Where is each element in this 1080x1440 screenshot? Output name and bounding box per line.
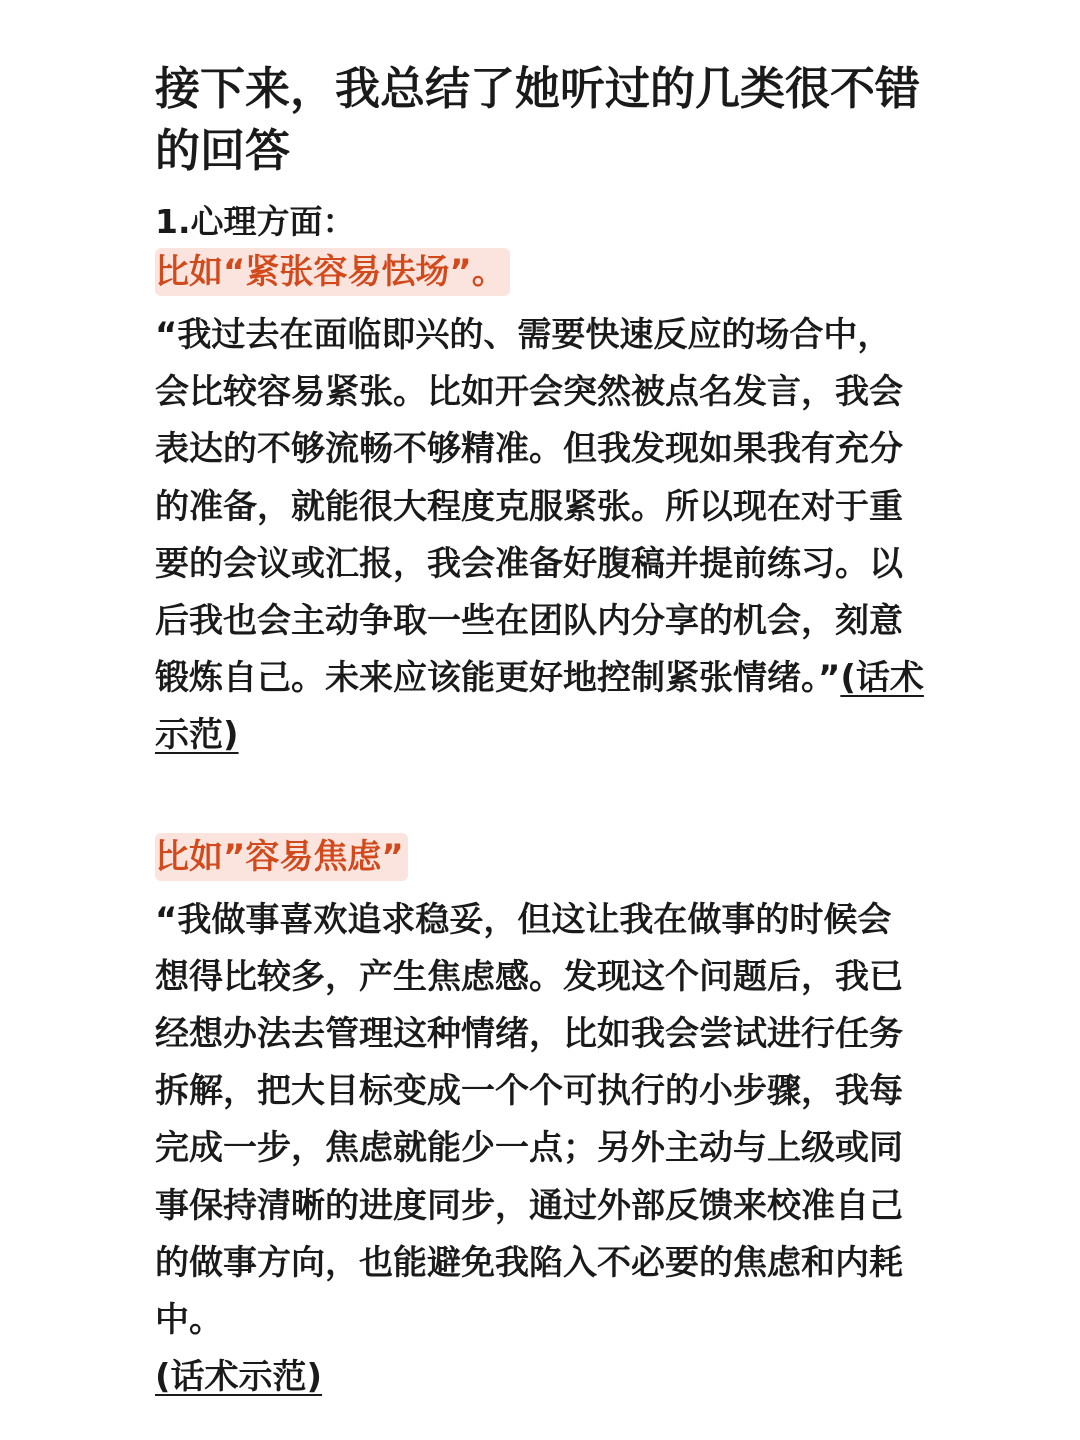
example-2-quote: “我做事喜欢追求稳妥，但这让我在做事的时候会想得比较多，产生焦虑感。发现这个问题后，我已经想办法去管理这种情绪，比如我会尝试进行任务拆解，把大目标变成一个个可执行的小步骤，我每完成一步，焦虑就能少一点；另外主动与上级或同事保持清晰的进度同步，通过外部反馈来校准自己的做事方向，也能避免我陷入不必要的焦虑和内耗中。 <box>155 899 903 1341</box>
example-1-tag: 比如“紧张容易怯场”。 <box>155 248 510 296</box>
document-page <box>155 58 925 1406</box>
example-2-tag: 比如”容易焦虑” <box>155 833 408 881</box>
example-2-tag-wrap <box>155 833 925 888</box>
example-1-quote <box>155 307 925 765</box>
example-1-tag-wrap <box>155 248 925 303</box>
example-2-source: (话术示范) <box>155 1357 323 1398</box>
example-2-source-line <box>155 1349 925 1406</box>
section-spacer <box>155 765 925 829</box>
section-label: 1.心理方面： <box>155 202 356 241</box>
example-1-quote-text: “我过去在面临即兴的、需要快速反应的场合中，会比较容易紧张。比如开会突然被点名发言，我会表达的不够流畅不够精准。但我发现如果我有充分的准备，就能很大程度克服紧张。所以现在对于重要的会议或汇报，我会准备好腹稿并提前练习。以后我也会主动争取一些在团队内分享的机会，刻意锻炼自己。未来应该能更好地控制紧张情绪。” <box>155 315 903 699</box>
page-title: 接下来，我总结了她听过的几类很不错的回答 <box>155 62 921 177</box>
example-1-source: (话术示范) <box>155 658 924 756</box>
